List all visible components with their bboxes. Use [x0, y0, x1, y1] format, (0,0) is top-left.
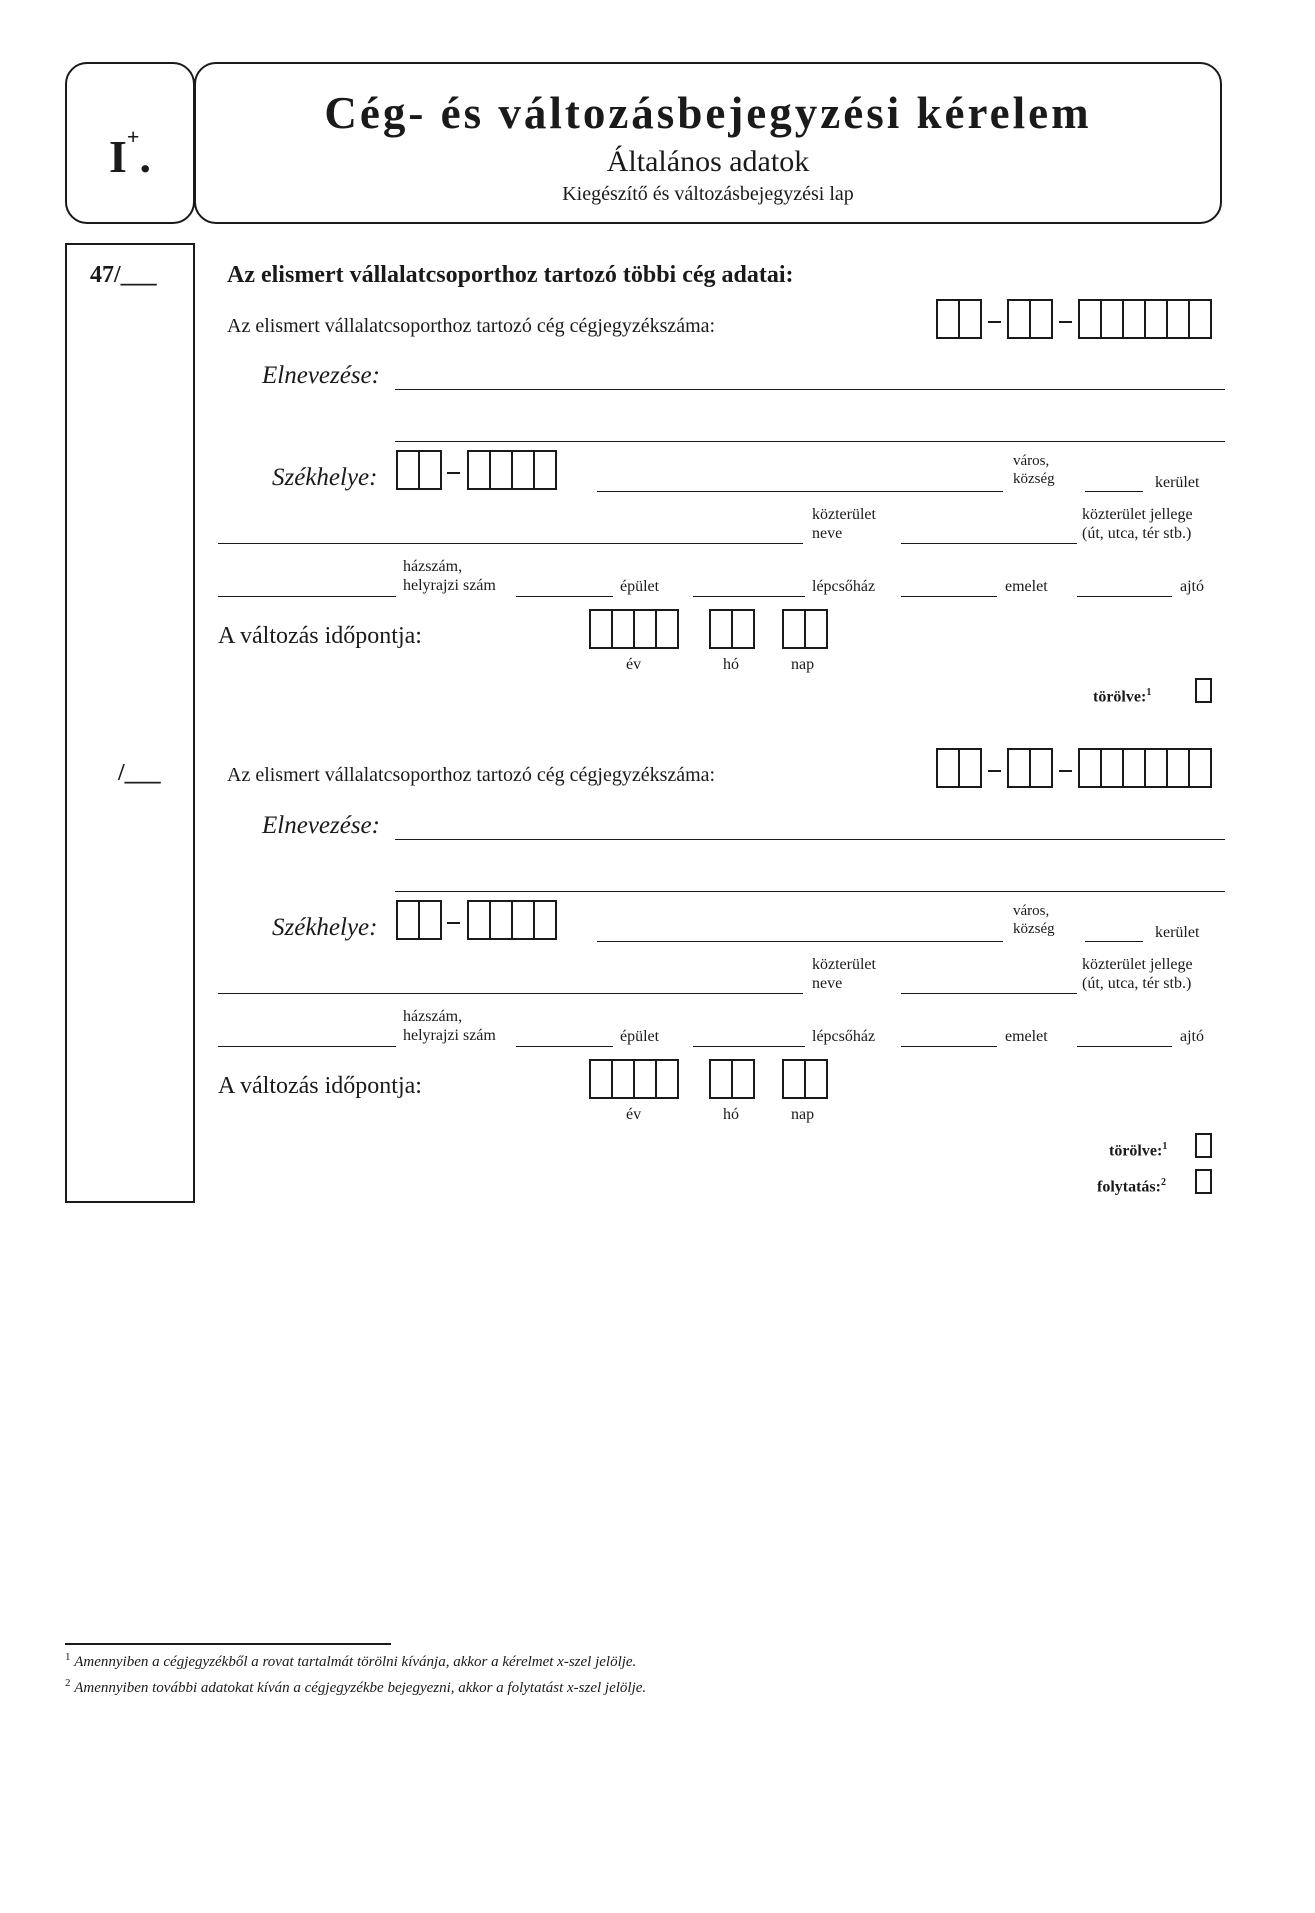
deleted-text: törölve:: [1093, 688, 1147, 706]
staircase-label: lépcsőház: [812, 578, 876, 595]
company-reg-no-part2[interactable]: [1007, 748, 1053, 788]
city-label: [1013, 452, 1055, 488]
deleted-label: [1093, 683, 1151, 706]
house-number-field[interactable]: [218, 596, 396, 597]
form-subtitle: Általános adatok: [606, 145, 810, 178]
deleted-checkbox[interactable]: [1195, 1133, 1212, 1158]
row-code-column: [65, 243, 195, 1203]
district-label: kerület: [1155, 924, 1200, 941]
street-type-label-1: közterület jellege: [1082, 956, 1193, 973]
staircase-field[interactable]: [693, 1046, 805, 1047]
company-reg-no-part2[interactable]: [1007, 299, 1053, 339]
street-name-label: [812, 505, 876, 543]
city-field[interactable]: [597, 941, 1003, 942]
door-label: ajtó: [1180, 578, 1204, 595]
building-label: épület: [620, 578, 660, 595]
street-type-field[interactable]: [901, 993, 1077, 994]
change-date-day[interactable]: [782, 609, 828, 649]
month-label: hó: [723, 656, 739, 673]
deleted-checkbox[interactable]: [1195, 678, 1212, 703]
company-reg-no-part3[interactable]: [1078, 299, 1212, 339]
footnote-2: [65, 1677, 646, 1697]
day-label: nap: [791, 656, 815, 673]
change-date-month[interactable]: [709, 609, 755, 649]
footnote-1-text: Amennyiben a cégjegyzékből a rovat tartalmát törölni kívánja, akkor a kérelmet x-szel jelölje.: [74, 1654, 637, 1670]
company-reg-no-part1[interactable]: [936, 748, 982, 788]
city-label-1: város,: [1013, 903, 1050, 919]
floor-field[interactable]: [901, 1046, 997, 1047]
floor-label: emelet: [1005, 1028, 1048, 1045]
staircase-label: lépcsőház: [812, 1028, 876, 1045]
house-number-label-2: helyrajzi szám: [403, 1027, 496, 1044]
reg-dash: [988, 770, 1001, 772]
day-label: nap: [791, 1106, 815, 1123]
door-label: ajtó: [1180, 1028, 1204, 1045]
building-label: épület: [620, 1028, 660, 1045]
continuation-label: [1097, 1173, 1166, 1196]
floor-field[interactable]: [901, 596, 997, 597]
company-reg-no-part1[interactable]: [936, 299, 982, 339]
staircase-field[interactable]: [693, 596, 805, 597]
building-field[interactable]: [516, 1046, 613, 1047]
company-reg-no-label: Az elismert vállalatcsoporthoz tartozó cég cégjegyzékszáma:: [227, 764, 716, 786]
house-number-label-1: házszám,: [403, 1008, 463, 1025]
form-title: Cég- és változásbejegyzési kérelem: [324, 88, 1092, 138]
continuation-text: folytatás:: [1097, 1178, 1161, 1196]
postal-code-part1[interactable]: [396, 450, 442, 490]
continuation-checkbox[interactable]: [1195, 1169, 1212, 1194]
reg-dash: [1059, 321, 1072, 323]
section-code-dot: .: [139, 131, 151, 182]
house-number-field[interactable]: [218, 1046, 396, 1047]
street-name-label-2: neve: [812, 975, 843, 992]
change-date-year[interactable]: [589, 609, 679, 649]
city-label-1: város,: [1013, 453, 1050, 469]
street-type-field[interactable]: [901, 543, 1077, 544]
company-reg-no-label: Az elismert vállalatcsoporthoz tartozó cég cégjegyzékszáma:: [227, 315, 716, 337]
reg-dash: [988, 321, 1001, 323]
street-name-label-1: közterület: [812, 506, 876, 523]
building-field[interactable]: [516, 596, 613, 597]
change-date-month[interactable]: [709, 1059, 755, 1099]
month-label: hó: [723, 1106, 739, 1123]
year-label: év: [626, 1106, 642, 1123]
floor-label: emelet: [1005, 578, 1048, 595]
street-type-label-2: (út, utca, tér stb.): [1082, 975, 1192, 992]
street-name-label-2: neve: [812, 525, 843, 542]
district-field[interactable]: [1085, 491, 1143, 492]
postal-code-part2[interactable]: [467, 900, 557, 940]
street-name-label-1: közterület: [812, 956, 876, 973]
door-field[interactable]: [1077, 596, 1172, 597]
street-type-label-2: (út, utca, tér stb.): [1082, 525, 1192, 542]
deleted-sup: 1: [1162, 1141, 1168, 1152]
house-number-label-2: helyrajzi szám: [403, 577, 496, 594]
street-name-field[interactable]: [218, 993, 803, 994]
name-label: Elnevezése:: [262, 812, 380, 839]
section-title: Az elismert vállalatcsoporthoz tartozó többi cég adatai:: [227, 262, 794, 288]
footnote-2-mark: 2: [65, 1677, 71, 1689]
house-number-label-1: házszám,: [403, 558, 463, 575]
change-date-day[interactable]: [782, 1059, 828, 1099]
district-field[interactable]: [1085, 941, 1143, 942]
name-field[interactable]: [395, 389, 1225, 390]
year-label: év: [626, 656, 642, 673]
reg-dash: [1059, 770, 1072, 772]
postal-code-part2[interactable]: [467, 450, 557, 490]
footnote-2-text: Amennyiben további adatokat kíván a cégjegyzékbe bejegyezni, akkor a folytatást x-szel jelölje.: [74, 1680, 647, 1696]
name-field[interactable]: [395, 839, 1225, 840]
footnote-1-mark: 1: [65, 1651, 71, 1663]
footnote-separator: [65, 1643, 391, 1645]
section-code: [65, 112, 195, 182]
city-label: [1013, 902, 1055, 938]
postal-dash: [447, 472, 460, 474]
section-code-letter: I: [109, 131, 127, 182]
district-label: kerület: [1155, 474, 1200, 491]
seat-label: Székhelye:: [272, 464, 378, 491]
section-code-sup: +: [126, 124, 140, 149]
city-label-2: község: [1013, 471, 1055, 487]
name-label: Elnevezése:: [262, 362, 380, 389]
name-field-line2[interactable]: [395, 441, 1225, 442]
door-field[interactable]: [1077, 1046, 1172, 1047]
postal-dash: [447, 922, 460, 924]
deleted-sup: 1: [1146, 687, 1152, 698]
change-date-label: A változás időpontja:: [218, 623, 422, 649]
street-name-label: [812, 955, 876, 993]
form-sub-subtitle: Kiegészítő és változásbejegyzési lap: [562, 183, 854, 205]
street-type-label: [1082, 955, 1193, 993]
change-date-year[interactable]: [589, 1059, 679, 1099]
city-field[interactable]: [597, 491, 1003, 492]
continuation-sup: 2: [1160, 1177, 1166, 1188]
city-label-2: község: [1013, 921, 1055, 937]
postal-code-part1[interactable]: [396, 900, 442, 940]
deleted-label: [1109, 1137, 1167, 1160]
row-code-2[interactable]: /___: [118, 760, 161, 786]
street-name-field[interactable]: [218, 543, 803, 544]
house-number-label: [403, 557, 496, 595]
street-type-label: [1082, 505, 1193, 543]
deleted-text: törölve:: [1109, 1142, 1163, 1160]
house-number-label: [403, 1007, 496, 1045]
name-field-line2[interactable]: [395, 891, 1225, 892]
footnote-1: [65, 1651, 636, 1671]
company-reg-no-part3[interactable]: [1078, 748, 1212, 788]
street-type-label-1: közterület jellege: [1082, 506, 1193, 523]
row-code-1[interactable]: 47/___: [90, 262, 157, 288]
change-date-label: A változás időpontja:: [218, 1073, 422, 1099]
seat-label: Székhelye:: [272, 914, 378, 941]
